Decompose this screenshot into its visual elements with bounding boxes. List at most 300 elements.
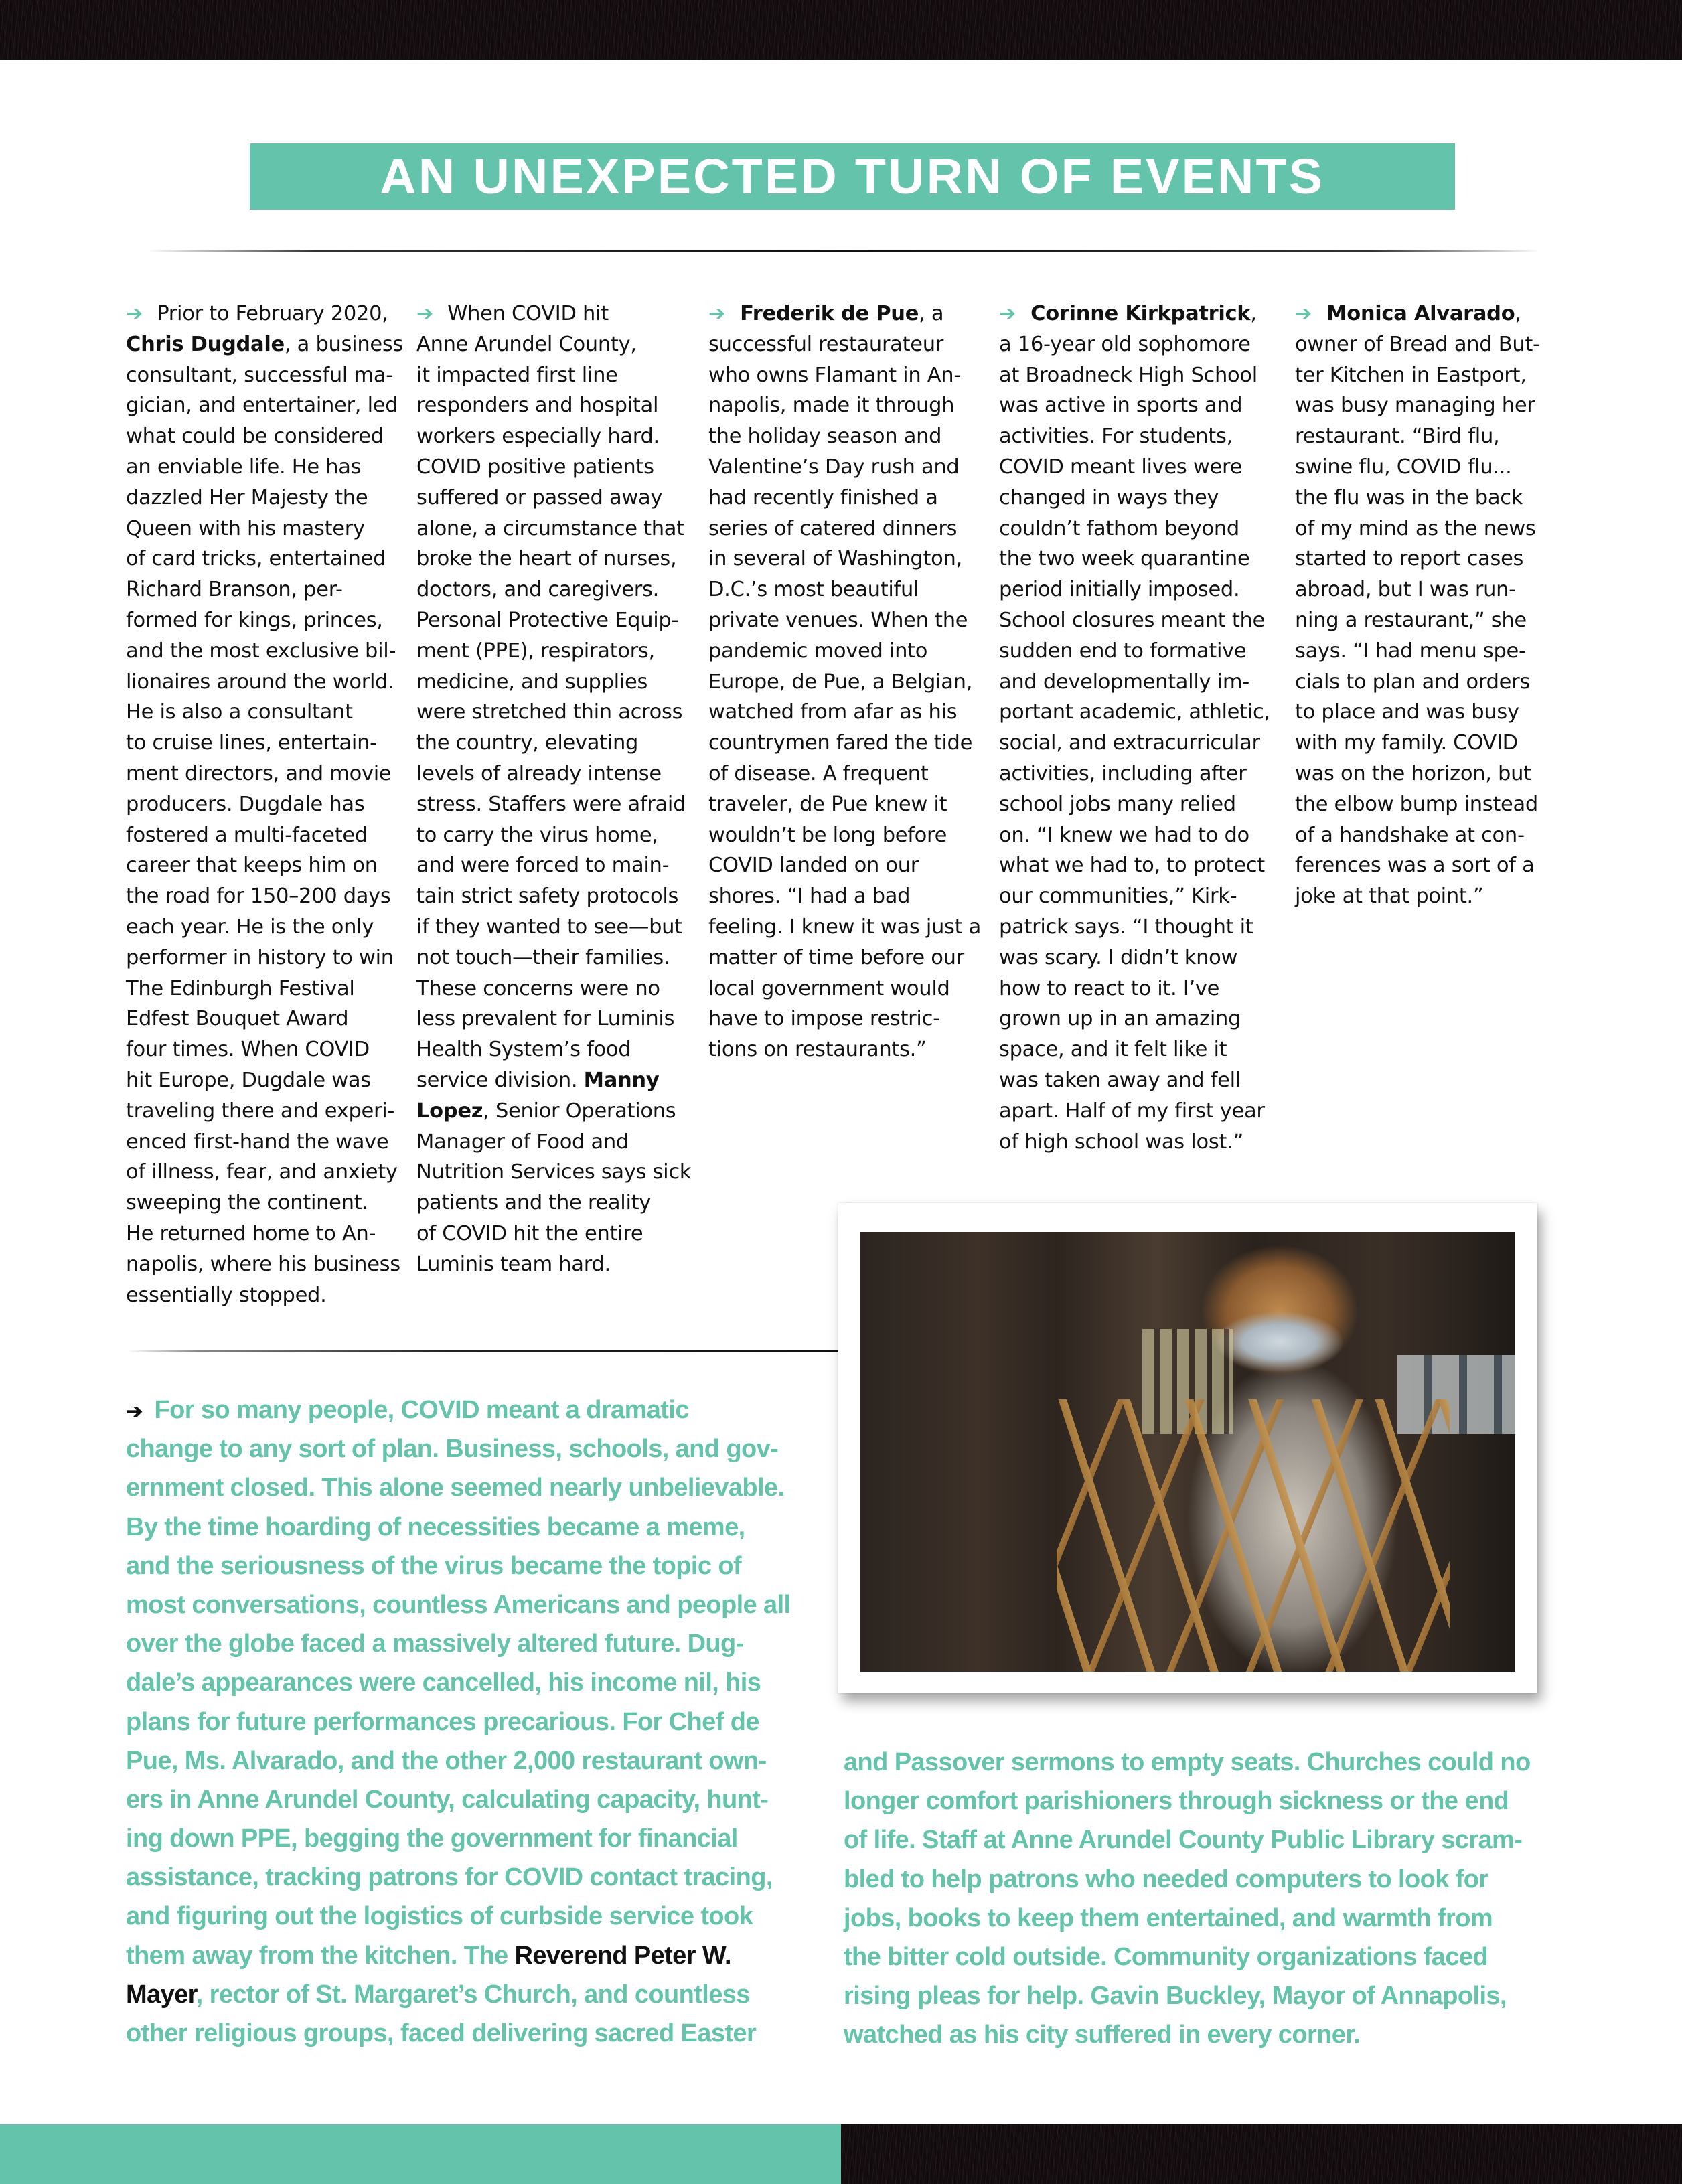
text-line [999, 605, 1280, 636]
arrow-right-icon: ➔ [416, 302, 433, 325]
text-line [416, 697, 698, 728]
line-text: The Edinburgh Festival [126, 976, 355, 1000]
restaurant-photo [860, 1232, 1515, 1672]
text-line [708, 299, 990, 329]
text-line [1295, 360, 1576, 391]
line-text: to place and was busy [1295, 700, 1519, 724]
text-line [126, 483, 407, 514]
line-text: restaurant. “Bird flu, [1295, 424, 1500, 449]
line-text: hit Europe, Dugdale was [126, 1068, 371, 1092]
text-line [1295, 299, 1576, 329]
text-line [126, 605, 407, 636]
callout-line [126, 1975, 822, 2014]
callout-text: dale’s appearances were cancelled, his income nil, his [126, 1668, 761, 1697]
top-texture-band [0, 0, 1682, 60]
line-text: When COVID hit [441, 302, 609, 325]
callout-text: other religious groups, faced delivering sacred Easter [126, 2019, 757, 2047]
text-line [1295, 421, 1576, 452]
line-text: Edfest Bouquet Award [126, 1007, 349, 1031]
line-text: suffered or passed away [416, 485, 663, 510]
text-line [1295, 820, 1576, 851]
person-name: Frederik de Pue [733, 302, 919, 325]
text-line [126, 1065, 407, 1096]
text-line [1295, 881, 1576, 912]
line-text: ter Kitchen in Eastport, [1295, 363, 1527, 387]
text-line [708, 329, 990, 360]
callout-text: of life. Staff at Anne Arundel County Public Library scram- [844, 1826, 1523, 1855]
text-line [999, 452, 1280, 483]
line-text: medicine, and supplies [416, 670, 648, 694]
line-text: ferences was a sort of a [1295, 854, 1535, 878]
line-text: ning a restaurant,” she [1295, 608, 1527, 632]
arrow-right-icon: ➔ [126, 1401, 143, 1423]
column-alvarado [1295, 299, 1576, 912]
line-text: the country, elevating [416, 731, 639, 755]
top-divider [147, 250, 1540, 252]
line-text: what could be considered [126, 424, 384, 449]
text-line [1295, 544, 1576, 574]
line-text: tions on restaurants.” [708, 1038, 927, 1062]
text-line [416, 943, 698, 973]
text-line [708, 728, 990, 759]
line-text: the elbow bump instead [1295, 792, 1538, 816]
line-text: not touch—their families. [416, 945, 670, 969]
text-line [1295, 789, 1576, 820]
line-text: and the most exclusive bil- [126, 639, 396, 663]
line-text: formed for kings, princes, [126, 608, 383, 632]
text-line [999, 421, 1280, 452]
text-line [1295, 667, 1576, 698]
line-text: producers. Dugdale has [126, 792, 365, 816]
line-text: four times. When COVID [126, 1038, 370, 1062]
text-line [416, 1034, 698, 1065]
text-line [1295, 697, 1576, 728]
text-line [999, 1096, 1280, 1127]
line-text: couldn’t fathom beyond [999, 516, 1239, 540]
callout-text: change to any sort of plan. Business, schools, and gov- [126, 1435, 779, 1464]
callout-line [126, 1429, 822, 1468]
text-line [999, 574, 1280, 605]
line-text: changed in ways they [999, 485, 1219, 510]
line-text: levels of already intense [416, 761, 662, 785]
text-line [416, 912, 698, 943]
column-luminis [416, 299, 698, 1280]
line-text: space, and it felt like it [999, 1038, 1227, 1062]
text-line [416, 1188, 698, 1219]
person-name: Reverend Peter W. [514, 1941, 731, 1970]
line-text: Europe, de Pue, a Belgian, [708, 670, 973, 694]
line-text: an enviable life. He has [126, 455, 362, 479]
text-line [126, 636, 407, 667]
line-text: Manager of Food and [416, 1129, 629, 1154]
line-text: less prevalent for Luminis [416, 1007, 675, 1031]
line-text: abroad, but I was run- [1295, 578, 1516, 602]
line-text: our communities,” Kirk- [999, 884, 1237, 909]
text-line [416, 1157, 698, 1188]
text-line [708, 1004, 990, 1034]
text-line [708, 544, 990, 574]
text-line [126, 789, 407, 820]
line-text: was on the horizon, but [1295, 761, 1531, 785]
line-text: how to react to it. I’ve [999, 976, 1220, 1000]
text-line [416, 667, 698, 698]
callout-line [126, 1585, 822, 1624]
line-text: to cruise lines, entertain- [126, 731, 377, 755]
callout-text: , rector of St. Margaret’s Church, and countless [196, 1980, 750, 2009]
line-text: He returned home to An- [126, 1221, 376, 1245]
callout-line [126, 1897, 822, 1936]
photo-frame [838, 1203, 1537, 1693]
callout-line [126, 1780, 822, 1819]
line-text: lionaires around the world. [126, 670, 394, 694]
bottom-texture-band [841, 2124, 1682, 2184]
line-text: performer in history to win [126, 945, 394, 969]
line-text: of COVID hit the entire [416, 1221, 643, 1245]
text-line [416, 452, 698, 483]
line-text: responders and hospital [416, 394, 659, 418]
text-line [708, 973, 990, 1004]
callout-text: bled to help patrons who needed computers to look for [844, 1865, 1488, 1893]
line-text: of my mind as the news [1295, 516, 1536, 540]
text-line [416, 421, 698, 452]
callout-line [126, 1663, 822, 1702]
line-text: ment directors, and movie [126, 761, 392, 785]
text-line [416, 789, 698, 820]
line-text: wouldn’t be long before [708, 823, 947, 847]
line-text: with my family. COVID [1295, 731, 1518, 755]
line-text: essentially stopped. [126, 1283, 327, 1307]
callout-line [844, 1976, 1567, 2015]
text-line [999, 850, 1280, 881]
line-text: and were forced to main- [416, 854, 670, 878]
text-line [416, 1096, 698, 1127]
line-text: was scary. I didn’t know [999, 945, 1238, 969]
text-line [126, 728, 407, 759]
text-line [999, 514, 1280, 544]
line-text: the road for 150–200 days [126, 884, 391, 909]
text-line [416, 329, 698, 360]
text-line [126, 360, 407, 391]
line-text: each year. He is the only [126, 915, 374, 939]
text-line [999, 973, 1280, 1004]
text-line [416, 574, 698, 605]
person-name: Monica Alvarado [1319, 302, 1515, 325]
line-text: , [1515, 302, 1521, 325]
line-text: feeling. I knew it was just a [708, 915, 982, 939]
line-text: , a [919, 302, 944, 325]
callout-line [126, 2014, 822, 2053]
text-line [708, 421, 990, 452]
line-text: to carry the virus home, [416, 823, 658, 847]
text-line [126, 514, 407, 544]
line-text: countrymen fared the tide [708, 731, 973, 755]
line-text: Personal Protective Equip- [416, 608, 679, 632]
text-line [416, 605, 698, 636]
text-line [1295, 483, 1576, 514]
line-text: enced first-hand the wave [126, 1129, 389, 1154]
text-line [126, 759, 407, 789]
text-line [999, 390, 1280, 421]
line-text: sweeping the continent. [126, 1191, 368, 1215]
callout-line [844, 1899, 1567, 1938]
line-text: These concerns were no [416, 976, 660, 1000]
callout-line [844, 1743, 1567, 1782]
line-text: a 16-year old sophomore [999, 332, 1251, 356]
text-line [126, 1188, 407, 1219]
line-text: patrick says. “I thought it [999, 915, 1253, 939]
page-title: AN UNEXPECTED TURN OF EVENTS [380, 149, 1325, 204]
line-text: of disease. A frequent [708, 761, 929, 785]
text-line [708, 850, 990, 881]
text-line [999, 728, 1280, 759]
text-line [416, 1219, 698, 1249]
text-line [416, 360, 698, 391]
text-line [708, 390, 990, 421]
callout-text: Pue, Ms. Alvarado, and the other 2,000 restaurant own- [126, 1746, 767, 1775]
arrow-right-icon: ➔ [126, 302, 143, 325]
line-text: COVID positive patients [416, 455, 654, 479]
text-line [999, 912, 1280, 943]
text-line [999, 636, 1280, 667]
line-text: swine flu, COVID flu... [1295, 455, 1512, 479]
line-text: tain strict safety protocols [416, 884, 679, 909]
text-line [1295, 514, 1576, 544]
text-line [1295, 759, 1576, 789]
line-text: private venues. When the [708, 608, 968, 632]
text-line [708, 360, 990, 391]
line-text: was taken away and fell [999, 1068, 1241, 1092]
line-text: joke at that point.” [1295, 884, 1484, 909]
text-line [416, 850, 698, 881]
line-text: if they wanted to see—but [416, 915, 682, 939]
callout-text: most conversations, countless Americans and people all [126, 1590, 791, 1619]
callout-line [844, 1860, 1567, 1899]
column-de-pue [708, 299, 990, 1065]
line-text: at Broadneck High School [999, 363, 1257, 387]
line-text: fostered a multi-faceted [126, 823, 368, 847]
text-line [126, 1157, 407, 1188]
line-text: on. “I knew we had to do [999, 823, 1249, 847]
line-text: series of catered dinners [708, 516, 958, 540]
callout-line [126, 1468, 822, 1507]
text-line [999, 1065, 1280, 1096]
line-text: Health System’s food [416, 1038, 631, 1062]
callout-line [126, 1391, 822, 1429]
line-text: D.C.’s most beautiful [708, 578, 919, 602]
line-text: Luminis team hard. [416, 1252, 611, 1276]
callout-text: jobs, books to keep them entertained, and warmth from [844, 1903, 1493, 1932]
person-name: Corinne Kirkpatrick [1023, 302, 1251, 325]
line-text: shores. “I had a bad [708, 884, 911, 909]
text-line [416, 390, 698, 421]
text-line [126, 1004, 407, 1034]
line-text: Richard Branson, per- [126, 578, 343, 602]
callout-text: over the globe faced a massively altered future. Dug- [126, 1630, 744, 1658]
line-text: owner of Bread and But- [1295, 332, 1540, 356]
text-line [1295, 329, 1576, 360]
text-line [126, 1249, 407, 1280]
text-line [416, 759, 698, 789]
text-line [416, 483, 698, 514]
callout-line [844, 1820, 1567, 1859]
line-text: Prior to February 2020, [150, 302, 388, 325]
text-line [126, 390, 407, 421]
text-line [708, 636, 990, 667]
line-text: , [1250, 302, 1257, 325]
line-text: Nutrition Services says sick [416, 1160, 692, 1184]
callout-line [844, 1782, 1567, 1820]
text-line [416, 514, 698, 544]
text-line [416, 973, 698, 1004]
line-text: the two week quarantine [999, 547, 1250, 571]
text-line [708, 452, 990, 483]
line-text: Queen with his mastery [126, 516, 365, 540]
text-line [126, 299, 407, 329]
callout-line [126, 1508, 822, 1547]
text-line [126, 1096, 407, 1127]
line-text: Anne Arundel County, [416, 332, 637, 356]
line-text: dazzled Her Majesty the [126, 485, 368, 510]
callout-paragraph-left [126, 1391, 822, 2053]
line-text: School closures meant the [999, 608, 1265, 632]
text-line [1295, 574, 1576, 605]
line-text: who owns Flamant in An- [708, 363, 962, 387]
line-text: sudden end to formative [999, 639, 1247, 663]
text-line [999, 943, 1280, 973]
line-text: doctors, and caregivers. [416, 578, 659, 602]
line-text: napolis, where his business [126, 1252, 400, 1276]
line-text: portant academic, athletic, [999, 700, 1270, 724]
line-text: Valentine’s Day rush and [708, 455, 960, 479]
text-line [1295, 850, 1576, 881]
text-line [708, 574, 990, 605]
line-text: was busy managing her [1295, 394, 1535, 418]
callout-text: rising pleas for help. Gavin Buckley, Mayor of Annapolis, [844, 1982, 1507, 2011]
line-text: matter of time before our [708, 945, 964, 969]
text-line [708, 943, 990, 973]
line-text: grown up in an amazing [999, 1007, 1241, 1031]
line-text: patients and the reality [416, 1191, 652, 1215]
callout-line [126, 1741, 822, 1780]
stacked-chairs-detail [1057, 1399, 1450, 1672]
line-text: apart. Half of my first year [999, 1099, 1265, 1123]
text-line [416, 1127, 698, 1158]
text-line [999, 820, 1280, 851]
text-line [126, 1219, 407, 1249]
line-text: and developmentally im- [999, 670, 1249, 694]
line-text: social, and extracurricular [999, 731, 1260, 755]
callout-text: and figuring out the logistics of curbside service took [126, 1902, 753, 1931]
text-line [708, 881, 990, 912]
text-line [708, 697, 990, 728]
text-line [416, 544, 698, 574]
line-text: it impacted first line [416, 363, 618, 387]
line-text: the holiday season and [708, 424, 942, 449]
text-line [999, 329, 1280, 360]
text-line [999, 667, 1280, 698]
text-line [126, 697, 407, 728]
callout-text: and the seriousness of the virus became the topic of [126, 1551, 742, 1580]
callout-paragraph-right [844, 1743, 1567, 2055]
text-line [126, 421, 407, 452]
text-line [126, 912, 407, 943]
callout-text: assistance, tracking patrons for COVID contact tracing, [126, 1863, 773, 1892]
text-line [999, 360, 1280, 391]
text-line [126, 667, 407, 698]
middle-divider [127, 1350, 838, 1352]
text-line [416, 1004, 698, 1034]
callout-text: the bitter cold outside. Community organizations faced [844, 1942, 1488, 1971]
callout-text: By the time hoarding of necessities became a meme, [126, 1512, 745, 1541]
text-line [416, 636, 698, 667]
text-line [999, 544, 1280, 574]
line-text: COVID landed on our [708, 854, 919, 878]
text-line [126, 850, 407, 881]
text-line [126, 574, 407, 605]
line-text: was active in sports and [999, 394, 1243, 418]
callout-line [126, 1703, 822, 1741]
line-text: watched from afar as his [708, 700, 958, 724]
line-text: traveling there and experi- [126, 1099, 395, 1123]
callout-text: longer comfort parishioners through sickness or the end [844, 1787, 1509, 1816]
line-text: the flu was in the back [1295, 485, 1523, 510]
text-line [999, 483, 1280, 514]
text-line [416, 299, 698, 329]
text-line [126, 1127, 407, 1158]
text-line [708, 667, 990, 698]
text-line [999, 697, 1280, 728]
text-line [416, 1249, 698, 1280]
callout-text: ernment closed. This alone seemed nearly unbelievable. [126, 1474, 785, 1502]
line-text: pandemic moved into [708, 639, 928, 663]
callout-text: plans for future performances precarious. For Chef de [126, 1707, 759, 1736]
arrow-right-icon: ➔ [999, 302, 1016, 325]
callout-line [126, 1547, 822, 1585]
bottom-teal-band [0, 2124, 841, 2184]
line-text: local government would [708, 976, 950, 1000]
text-line [1295, 452, 1576, 483]
callout-line [844, 1938, 1567, 1976]
text-line [708, 789, 990, 820]
callout-line [126, 1936, 822, 1975]
line-text: successful restaurateur [708, 332, 943, 356]
line-text: were stretched thin across [416, 700, 683, 724]
line-text: of card tricks, entertained [126, 547, 386, 571]
line-text: cials to plan and orders [1295, 670, 1530, 694]
text-line [1295, 605, 1576, 636]
text-line [126, 544, 407, 574]
text-line [1295, 636, 1576, 667]
text-line [126, 820, 407, 851]
line-text: says. “I had menu spe- [1295, 639, 1526, 663]
callout-text: them away from the kitchen. The [126, 1941, 515, 1970]
text-line [416, 881, 698, 912]
text-line [999, 789, 1280, 820]
line-text: workers especially hard. [416, 424, 660, 449]
line-text: ment (PPE), respirators, [416, 639, 655, 663]
title-banner [250, 143, 1455, 210]
line-text: of illness, fear, and anxiety [126, 1160, 398, 1184]
text-line [126, 452, 407, 483]
line-text: service division. [416, 1068, 584, 1092]
line-text: activities. For students, [999, 424, 1233, 449]
text-line [126, 329, 407, 360]
person-name: Manny [583, 1068, 660, 1092]
column-dugdale [126, 299, 407, 1310]
text-line [999, 881, 1280, 912]
callout-line [844, 2015, 1567, 2054]
text-line [999, 759, 1280, 789]
